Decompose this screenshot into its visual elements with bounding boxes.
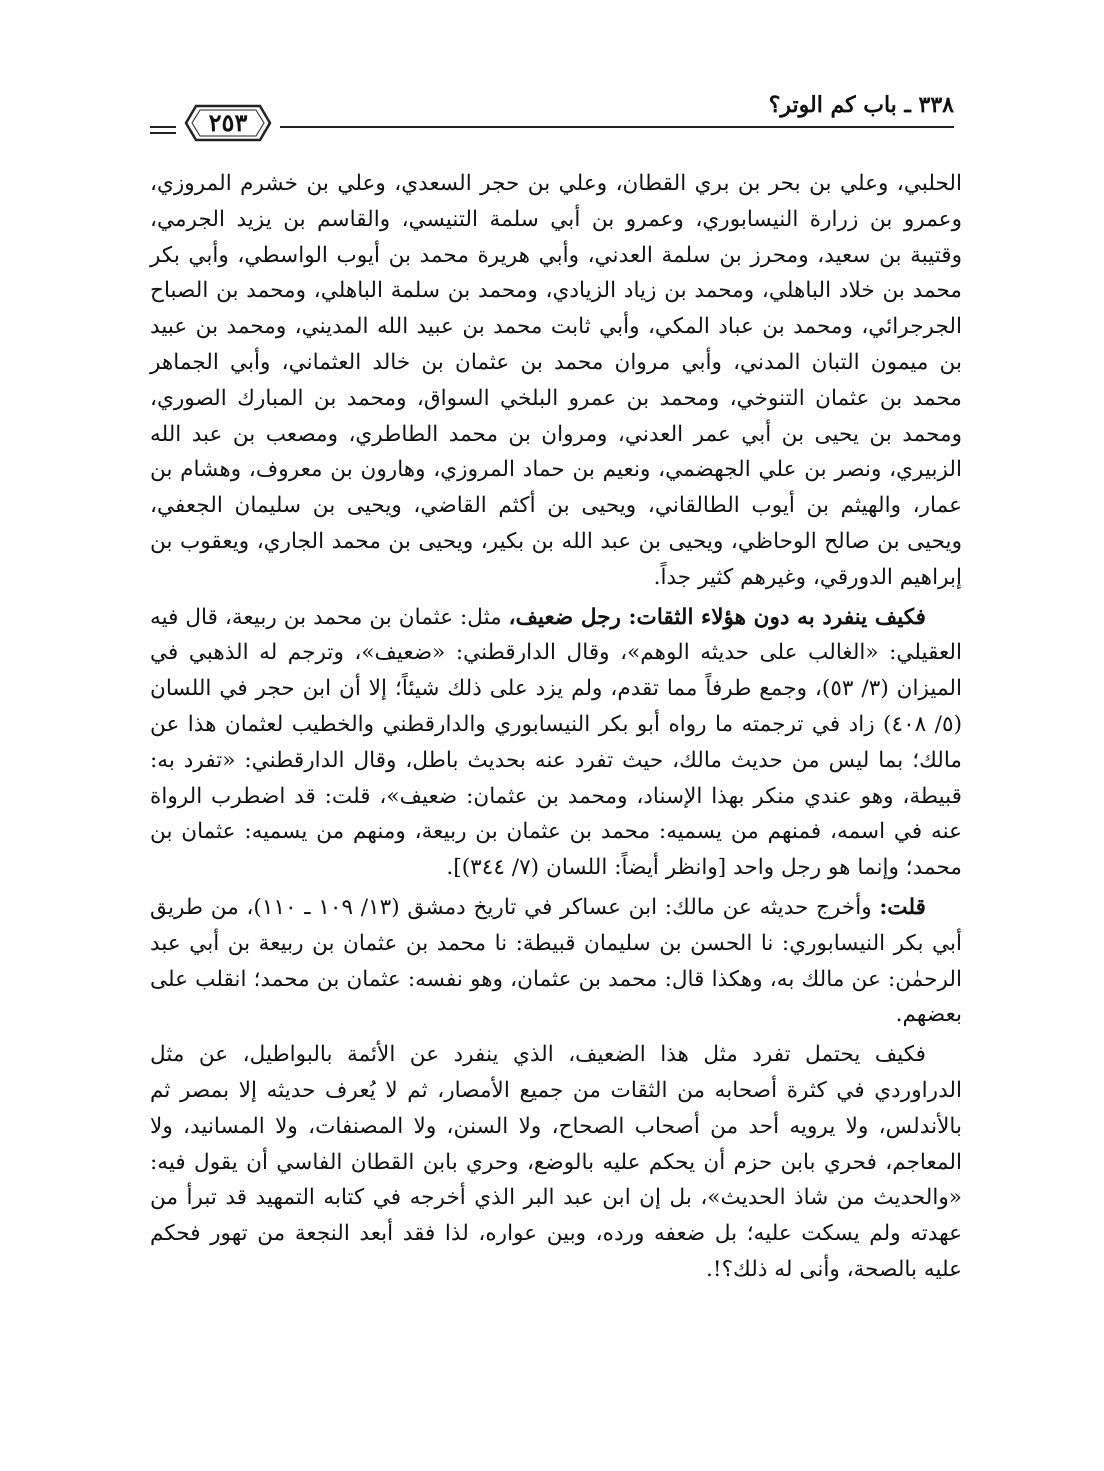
paragraph-2	[150, 600, 962, 886]
text-segment: مثل: عثمان بن محمد بن ربيعة، قال فيه العقيلي: «الغالب على حديثه الوهم»، وقال الدارقطني: «ضعيف»، وترجم له الذهبي في الميزان (٣/ ٥٣)، وجمع طرفاً مما تقدم، ولم يزد على ذلك شيئاً؛ إلا أن ابن حجر في اللسان (٥/ ٤٠٨) زاد في ترجمته ما رواه أبو بكر النيسابوري والدارقطني والخطيب لعثمان هذا عن مالك؛ بما ليس من حديث مالك، حيث تفرد عنه بحديث باطل، وقال الدارقطني: «تفرد به: قبيطة، وهو عندي منكر بهذا الإسناد، ومحمد بن عثمان: ضعيف»، قلت: قد اضطرب الرواة عنه في اسمه، فمنهم من يسميه: محمد بن عثمان بن ربيعة، ومنهم من يسميه: عثمان بن محمد؛ وإنما هو رجل واحد [وانظر أيضاً: اللسان (٧/ ٣٤٤)].	[150, 604, 963, 881]
paragraph-1	[150, 166, 962, 596]
bold-lead-phrase: فكيف ينفرد به دون هؤلاء الثقات: رجل ضعيف،	[508, 604, 926, 630]
bold-lead-phrase: قلت:	[879, 894, 926, 920]
page-number: ٢٥٣	[208, 108, 248, 137]
header-rule-left-lower	[150, 132, 176, 134]
page-header	[150, 88, 954, 148]
paragraph-4	[150, 1037, 962, 1288]
text-segment: فكيف يحتمل تفرد مثل هذا الضعيف، الذي ينفرد عن الأئمة بالبواطيل، عن مثل الدراوردي في كثرة أصحابه من الثقات من جميع الأمصار، ثم لا يُعرف حديثه إلا بمصر ثم بالأندلس، ولا يرويه أحد من أصحاب الصحاح، ولا السنن، ولا المصنفات، ولا المسانيد، ولا المعاجم، فحري بابن حزم أن يحكم عليه بالوضع، وحري بابن القطان الفاسي أن يقول فيه: «والحديث من شاذ الحديث»، بل إن ابن عبد البر الذي أخرجه في كتابه التمهيد قد تبرأ من عهدته ولم يسكت عليه؛ بل ضعفه ورده، وبين عواره، لذا فقد أبعد النجعة من تهور فحكم عليه بالصحة، وأنى له ذلك؟!.	[150, 1042, 962, 1282]
text-segment: وأخرج حديثه عن مالك: ابن عساكر في تاريخ دمشق (١٣/ ١٠٩ ـ ١١٠)، من طريق أبي بكر النيسابوري: نا الحسن بن سليمان قبيطة: نا محمد بن عثمان بن ربيعة بن أبي عبد الرحمٰن: عن مالك به، وهكذا قال: محمد بن عثمان، وهو نفسه: عثمان بن محمد؛ انقلب على بعضهم.	[150, 894, 962, 1028]
header-rule-right	[280, 126, 954, 128]
page-body	[150, 166, 962, 1288]
paragraph-3	[150, 890, 962, 1033]
page-number-badge	[184, 102, 272, 144]
chapter-title: ٣٣٨ ـ باب كم الوتر؟	[768, 92, 954, 118]
text-segment: الحلبي، وعلي بن بحر بن بري القطان، وعلي بن حجر السعدي، وعلي بن خشرم المروزي، وعمرو بن زرارة النيسابوري، وعمرو بن أبي سلمة التنيسي، والقاسم بن يزيد الجرمي، وقتيبة بن سعيد، ومحرز بن سلمة العدني، وأبي هريرة محمد بن أيوب الواسطي، وأبي بكر محمد بن خلاد الباهلي، ومحمد بن زياد الزيادي، ومحمد بن سلمة الباهلي، ومحمد بن الصباح الجرجرائي، ومحمد بن عباد المكي، وأبي ثابت محمد بن عبيد الله المديني، ومحمد بن عبيد بن ميمون التبان المدني، وأبي مروان محمد بن عثمان بن خالد العثماني، وأبي الجماهر محمد بن عثمان التنوخي، ومحمد بن عمرو البلخي السواق، ومحمد بن المبارك الصوري، ومحمد بن يحيى بن أبي عمر العدني، ومروان بن محمد الطاطري، ومصعب بن عبد الله الزبيري، ونصر بن علي الجهضمي، ونعيم بن حماد المروزي، وهارون بن معروف، وهشام بن عمار، والهيثم بن أيوب الطالقاني، ويحيى بن أكثم القاضي، ويحيى بن سليمان الجعفي، ويحيى بن صالح الوحاظي، ويحيى بن عبد الله بن بكير، ويحيى بن محمد الجاري، ويعقوب بن إبراهيم الدورقي، وغيرهم كثير جداً.	[150, 171, 962, 590]
header-rule-left	[150, 126, 176, 128]
